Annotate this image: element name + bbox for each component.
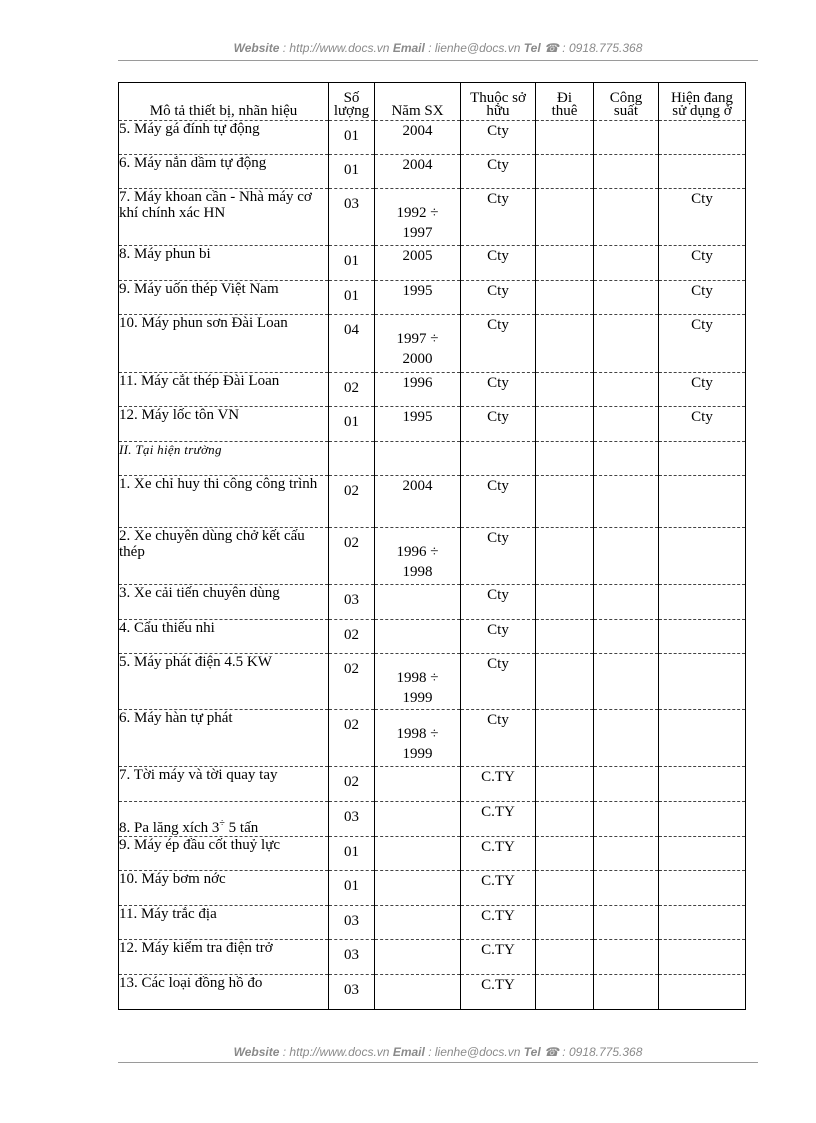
cell-rent [536, 155, 594, 189]
table-row [119, 246, 746, 281]
cell-owned: Cty [461, 246, 536, 281]
cell-desc: 12. Máy lốc tôn VN [119, 407, 329, 442]
cell-desc: 9. Máy ép đầu cốt thuỷ lực [119, 837, 329, 871]
page-header [118, 41, 758, 55]
cell-desc: 13. Các loại đồng hồ đo [119, 975, 329, 1010]
cell-use: Cty [659, 281, 746, 315]
cell-owned: Cty [461, 281, 536, 315]
cell-year: 1997 ÷ 2000 [375, 315, 461, 373]
cell-qty: 04 [329, 315, 375, 373]
cell-qty: 03 [329, 189, 375, 246]
table-row [119, 837, 746, 871]
cell-use [659, 975, 746, 1010]
cell-rent [536, 528, 594, 585]
cell-power [594, 620, 659, 654]
cell-power [594, 871, 659, 906]
header-email-value[interactable]: : lienhe@docs.vn [428, 41, 521, 55]
cell-qty: 01 [329, 246, 375, 281]
cell-power [594, 442, 659, 476]
cell-qty: 01 [329, 837, 375, 871]
cell-year [375, 837, 461, 871]
page-footer [118, 1045, 758, 1059]
cell-year: 1992 ÷ 1997 [375, 189, 461, 246]
cell-use [659, 476, 746, 528]
table-row [119, 654, 746, 710]
cell-desc: 5. Máy gá đính tự động [119, 121, 329, 155]
cell-rent [536, 837, 594, 871]
cell-owned: C.TY [461, 802, 536, 837]
cell-use [659, 442, 746, 476]
cell-desc: 2. Xe chuyên dùng chở kết cấu thép [119, 528, 329, 585]
cell-desc: 9. Máy uốn thép Việt Nam [119, 281, 329, 315]
footer-tel-label: Tel [523, 1045, 541, 1059]
cell-rent [536, 189, 594, 246]
cell-use [659, 906, 746, 940]
cell-power [594, 315, 659, 373]
table-row [119, 620, 746, 654]
cell-year [375, 975, 461, 1010]
cell-qty: 01 [329, 871, 375, 906]
table-header-row [119, 83, 746, 121]
cell-year [375, 585, 461, 620]
footer-tel-value: ☎ : 0918.775.368 [544, 1045, 643, 1059]
cell-qty: 02 [329, 767, 375, 802]
header-rent: Đi thuê [536, 83, 594, 121]
section-title: II. Tại hiện trường [119, 442, 329, 476]
cell-rent [536, 940, 594, 975]
cell-use [659, 802, 746, 837]
cell-year: 1995 [375, 407, 461, 442]
cell-use: Cty [659, 246, 746, 281]
cell-use: Cty [659, 373, 746, 407]
table-row [119, 407, 746, 442]
cell-desc: 7. Tời máy và tời quay tay [119, 767, 329, 802]
header-website-label: Website [233, 41, 280, 55]
table-row [119, 906, 746, 940]
cell-power [594, 654, 659, 710]
cell-qty: 03 [329, 802, 375, 837]
cell-rent [536, 373, 594, 407]
cell-owned: Cty [461, 189, 536, 246]
cell-rent [536, 710, 594, 767]
cell-rent [536, 442, 594, 476]
cell-rent [536, 802, 594, 837]
header-desc: Mô tả thiết bị, nhãn hiệu [119, 83, 329, 121]
cell-rent [536, 906, 594, 940]
cell-qty: 02 [329, 476, 375, 528]
table-row [119, 373, 746, 407]
cell-year [375, 940, 461, 975]
cell-use [659, 871, 746, 906]
cell-year: 1998 ÷ 1999 [375, 710, 461, 767]
cell-power [594, 155, 659, 189]
section-row [119, 442, 746, 476]
header-qty: Số lượng [329, 83, 375, 121]
table-row [119, 155, 746, 189]
cell-rent [536, 476, 594, 528]
cell-power [594, 906, 659, 940]
table-row [119, 975, 746, 1010]
cell-year [375, 802, 461, 837]
cell-power [594, 407, 659, 442]
cell-power [594, 528, 659, 585]
cell-power [594, 767, 659, 802]
footer-website-label: Website [233, 1045, 280, 1059]
cell-rent [536, 654, 594, 710]
cell-qty: 02 [329, 620, 375, 654]
cell-owned: C.TY [461, 975, 536, 1010]
cell-desc: 10. Máy phun sơn Đài Loan [119, 315, 329, 373]
cell-desc: 7. Máy khoan cần - Nhà máy cơ khí chính xác HN [119, 189, 329, 246]
header-email-label: Email [392, 41, 425, 55]
cell-power [594, 837, 659, 871]
cell-year: 1996 ÷ 1998 [375, 528, 461, 585]
cell-qty: 02 [329, 373, 375, 407]
footer-website-url[interactable]: : http://www.docs.vn [282, 1045, 390, 1059]
cell-desc: 4. Cẩu thiếu nhi [119, 620, 329, 654]
cell-rent [536, 281, 594, 315]
cell-owned: Cty [461, 407, 536, 442]
cell-rent [536, 407, 594, 442]
table-row [119, 315, 746, 373]
cell-qty: 01 [329, 121, 375, 155]
cell-use [659, 940, 746, 975]
cell-desc: 6. Máy hàn tự phát [119, 710, 329, 767]
cell-power [594, 940, 659, 975]
cell-desc: 11. Máy trắc địa [119, 906, 329, 940]
equipment-table [118, 82, 746, 1010]
cell-year: 2004 [375, 155, 461, 189]
cell-power [594, 373, 659, 407]
cell-power [594, 710, 659, 767]
header-power: Công suất [594, 83, 659, 121]
cell-use: Cty [659, 315, 746, 373]
header-use: Hiện đang sử dụng ở [659, 83, 746, 121]
cell-owned: Cty [461, 654, 536, 710]
cell-qty: 03 [329, 585, 375, 620]
cell-owned [461, 442, 536, 476]
cell-owned: C.TY [461, 871, 536, 906]
cell-owned: Cty [461, 585, 536, 620]
cell-rent [536, 871, 594, 906]
cell-year: 2004 [375, 476, 461, 528]
table-row [119, 528, 746, 585]
header-year: Năm SX [375, 83, 461, 121]
cell-desc: 8. Pa lăng xích 3÷ 5 tấn [119, 802, 329, 837]
cell-rent [536, 620, 594, 654]
cell-rent [536, 585, 594, 620]
cell-desc: 8. Máy phun bi [119, 246, 329, 281]
cell-qty: 02 [329, 654, 375, 710]
cell-year [375, 871, 461, 906]
cell-desc: 10. Máy bơm nớc [119, 871, 329, 906]
cell-owned: C.TY [461, 940, 536, 975]
cell-qty: 03 [329, 940, 375, 975]
cell-owned: Cty [461, 315, 536, 373]
cell-qty [329, 442, 375, 476]
table-row [119, 767, 746, 802]
cell-qty: 01 [329, 407, 375, 442]
cell-power [594, 975, 659, 1010]
cell-year [375, 442, 461, 476]
table-row [119, 281, 746, 315]
cell-year [375, 767, 461, 802]
cell-rent [536, 975, 594, 1010]
cell-use: Cty [659, 189, 746, 246]
cell-desc: 11. Máy cắt thép Đài Loan [119, 373, 329, 407]
cell-desc: 12. Máy kiểm tra điện trở [119, 940, 329, 975]
cell-owned: Cty [461, 710, 536, 767]
cell-use [659, 837, 746, 871]
table-row [119, 476, 746, 528]
cell-desc: 5. Máy phát điện 4.5 KW [119, 654, 329, 710]
header-owned: Thuộc sở hữu [461, 83, 536, 121]
cell-owned: Cty [461, 121, 536, 155]
table-row [119, 189, 746, 246]
cell-rent [536, 315, 594, 373]
cell-qty: 02 [329, 710, 375, 767]
cell-year [375, 906, 461, 940]
cell-year: 1998 ÷ 1999 [375, 654, 461, 710]
table-row [119, 802, 746, 837]
cell-rent [536, 121, 594, 155]
cell-use [659, 121, 746, 155]
cell-owned: C.TY [461, 906, 536, 940]
cell-desc: 6. Máy nắn dầm tự động [119, 155, 329, 189]
cell-use: Cty [659, 407, 746, 442]
cell-rent [536, 246, 594, 281]
cell-year: 1995 [375, 281, 461, 315]
cell-power [594, 246, 659, 281]
table-row [119, 940, 746, 975]
footer-divider [118, 1062, 758, 1063]
cell-use [659, 585, 746, 620]
cell-year: 2004 [375, 121, 461, 155]
cell-use [659, 620, 746, 654]
header-divider [118, 60, 758, 61]
cell-year [375, 620, 461, 654]
cell-power [594, 189, 659, 246]
cell-owned: Cty [461, 620, 536, 654]
cell-year: 1996 [375, 373, 461, 407]
cell-use [659, 767, 746, 802]
cell-owned: Cty [461, 155, 536, 189]
cell-desc: 1. Xe chỉ huy thi công công trình [119, 476, 329, 528]
cell-use [659, 155, 746, 189]
cell-qty: 01 [329, 155, 375, 189]
table-row [119, 710, 746, 767]
cell-qty: 01 [329, 281, 375, 315]
header-tel-value: ☎ : 0918.775.368 [544, 41, 643, 55]
cell-power [594, 476, 659, 528]
cell-qty: 02 [329, 528, 375, 585]
footer-email-label: Email [392, 1045, 425, 1059]
cell-year: 2005 [375, 246, 461, 281]
table-row [119, 121, 746, 155]
cell-power [594, 121, 659, 155]
table-row [119, 871, 746, 906]
header-website-url[interactable]: : http://www.docs.vn [282, 41, 390, 55]
cell-owned: C.TY [461, 767, 536, 802]
table-row [119, 585, 746, 620]
cell-power [594, 585, 659, 620]
footer-email-value[interactable]: : lienhe@docs.vn [428, 1045, 521, 1059]
cell-power [594, 802, 659, 837]
cell-owned: C.TY [461, 837, 536, 871]
cell-rent [536, 767, 594, 802]
cell-use [659, 710, 746, 767]
header-tel-label: Tel [523, 41, 541, 55]
cell-desc: 3. Xe cải tiến chuyên dùng [119, 585, 329, 620]
cell-owned: Cty [461, 528, 536, 585]
cell-qty: 03 [329, 906, 375, 940]
cell-qty: 03 [329, 975, 375, 1010]
cell-owned: Cty [461, 373, 536, 407]
cell-power [594, 281, 659, 315]
cell-use [659, 528, 746, 585]
cell-use [659, 654, 746, 710]
cell-owned: Cty [461, 476, 536, 528]
